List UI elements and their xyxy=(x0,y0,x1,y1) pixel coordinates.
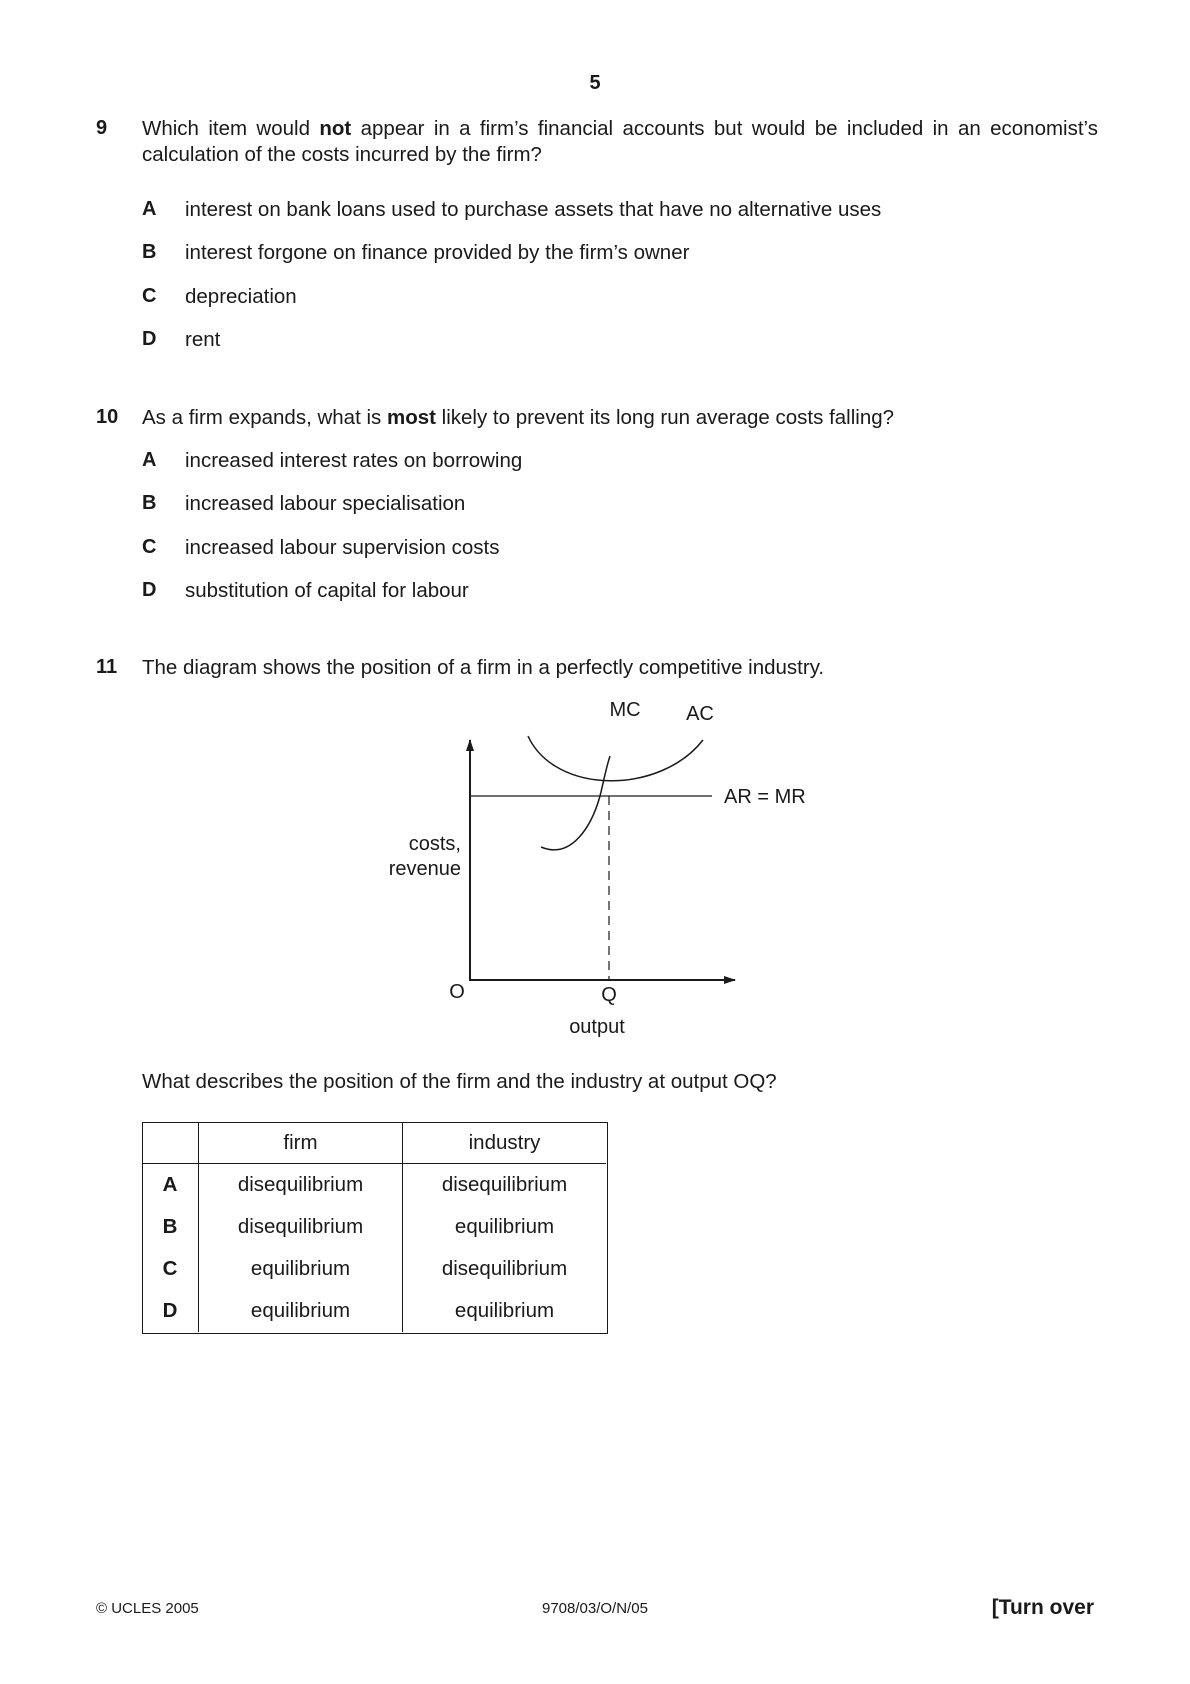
mc-curve xyxy=(541,756,610,850)
row-letter: B xyxy=(142,1206,199,1248)
stem-text: Which item would xyxy=(142,117,320,140)
ac-label: AC xyxy=(686,703,714,725)
row-industry: equilibrium xyxy=(454,1299,555,1322)
stem-text: appear in a firm’s financial accounts but would be included in an economist’s calculation of the costs incurred by the firm? xyxy=(142,117,1098,166)
mc-label: MC xyxy=(609,700,641,721)
cost-revenue-diagram xyxy=(360,700,840,1050)
table-row xyxy=(142,1164,606,1207)
ac-curve xyxy=(528,736,703,781)
q10-option-a-text: increased interest rates on borrowing xyxy=(185,449,523,472)
row-letter: C xyxy=(142,1248,199,1290)
q9-option-b-letter: B xyxy=(142,241,157,263)
table-header-industry: industry xyxy=(403,1123,607,1164)
question-11-prompt: What describes the position of the firm and the industry at output OQ? xyxy=(142,1070,777,1093)
question-10-number: 10 xyxy=(96,406,119,428)
row-letter: A xyxy=(142,1164,199,1207)
y-axis-label-line1: costs, xyxy=(408,833,461,855)
row-industry: disequilibrium xyxy=(441,1257,568,1280)
table-row xyxy=(142,1248,606,1290)
row-firm: equilibrium xyxy=(199,1290,403,1332)
table-row xyxy=(142,1290,606,1332)
q10-option-d-text: substitution of capital for labour xyxy=(185,579,469,602)
q10-option-c-letter: C xyxy=(142,536,157,558)
q10-option-c-text: increased labour supervision costs xyxy=(185,536,500,559)
answer-table xyxy=(142,1123,606,1332)
question-11-stem: The diagram shows the position of a firm in a perfectly competitive industry. xyxy=(142,656,825,679)
stem-text: As a firm expands, what is xyxy=(142,406,387,429)
q9-option-b-text: interest forgone on finance provided by the firm’s owner xyxy=(185,241,690,264)
table-header-row xyxy=(142,1123,606,1164)
question-9-stem xyxy=(142,116,1098,168)
row-industry: disequilibrium xyxy=(441,1173,568,1196)
row-firm: disequilibrium xyxy=(199,1164,403,1207)
q9-option-d-text: rent xyxy=(185,328,221,351)
stem-emphasis: not xyxy=(319,117,352,140)
y-axis-label-line2: revenue xyxy=(388,858,461,880)
row-firm: equilibrium xyxy=(199,1248,403,1290)
table-header-firm: firm xyxy=(199,1123,403,1164)
q9-option-a-letter: A xyxy=(142,198,157,220)
ar-mr-label: AR = MR xyxy=(724,786,806,808)
x-axis-label: output xyxy=(569,1016,625,1038)
q9-option-c-text: depreciation xyxy=(185,285,297,308)
question-10-stem xyxy=(142,405,894,431)
table-header-empty xyxy=(142,1123,199,1164)
q9-option-d-letter: D xyxy=(142,328,157,350)
q10-option-a-letter: A xyxy=(142,449,157,471)
q10-option-d-letter: D xyxy=(142,579,157,601)
footer-paper-code: 9708/03/O/N/05 xyxy=(542,1600,648,1617)
footer-copyright: © UCLES 2005 xyxy=(96,1600,199,1617)
stem-text: likely to prevent its long run average costs falling? xyxy=(435,406,895,429)
origin-label: O xyxy=(449,981,465,1003)
page-number: 5 xyxy=(589,72,601,94)
q9-option-a-text: interest on bank loans used to purchase assets that have no alternative uses xyxy=(185,198,882,221)
row-firm: disequilibrium xyxy=(199,1206,403,1248)
stem-emphasis: most xyxy=(386,406,436,429)
question-9-number: 9 xyxy=(96,117,108,139)
table-row xyxy=(142,1206,606,1248)
q-label: Q xyxy=(601,984,617,1006)
row-letter: D xyxy=(142,1290,199,1332)
q9-option-c-letter: C xyxy=(142,285,157,307)
question-11-number: 11 xyxy=(96,656,118,678)
q10-option-b-letter: B xyxy=(142,492,157,514)
footer-turn-over: [Turn over xyxy=(991,1596,1094,1619)
row-industry: equilibrium xyxy=(454,1215,555,1238)
q10-option-b-text: increased labour specialisation xyxy=(185,492,466,515)
